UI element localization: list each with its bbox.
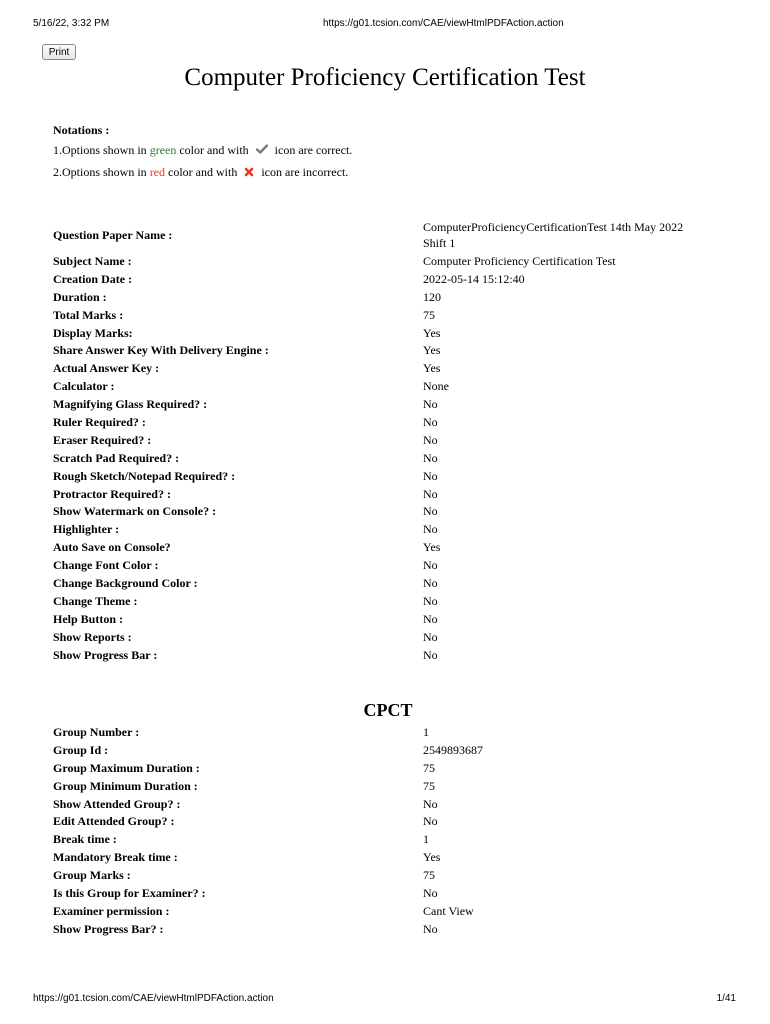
row-value: No	[423, 814, 438, 829]
print-button[interactable]: Print	[42, 44, 76, 60]
row-value: No	[423, 450, 438, 465]
table-row	[53, 217, 733, 253]
notation-correct-suffix: icon are correct.	[271, 143, 353, 157]
table-row	[53, 503, 733, 521]
table-row	[53, 539, 733, 557]
row-value: Yes	[423, 361, 441, 376]
row-value: No	[423, 415, 438, 430]
row-label: Ruler Required? :	[53, 415, 146, 430]
table-row	[53, 647, 733, 665]
row-label: Group Minimum Duration :	[53, 778, 198, 793]
row-value: Cant View	[423, 903, 474, 918]
row-value: Computer Proficiency Certification Test	[423, 254, 616, 268]
row-label: Eraser Required? :	[53, 432, 152, 447]
table-row	[53, 796, 733, 814]
question-paper-value	[423, 219, 733, 251]
row-value: 120	[423, 289, 441, 304]
footer-url: https://g01.tcsion.com/CAE/viewHtmlPDFAction.action	[33, 993, 274, 1004]
row-label: Calculator :	[53, 379, 115, 394]
row-value: 75	[423, 760, 435, 775]
row-label: Group Number :	[53, 725, 140, 739]
row-value: No	[423, 504, 438, 519]
page-title: Computer Proficiency Certification Test	[184, 64, 586, 91]
row-value: 75	[423, 307, 435, 322]
row-label: Show Attended Group? :	[53, 796, 181, 811]
row-value: 75	[423, 778, 435, 793]
check-icon	[256, 140, 268, 160]
row-label: Rough Sketch/Notepad Required? :	[53, 468, 236, 483]
table-row	[53, 629, 733, 647]
table-row	[53, 432, 733, 450]
table-row	[53, 414, 733, 432]
row-label: Edit Attended Group? :	[53, 814, 175, 829]
table-row	[53, 760, 733, 778]
row-label: Help Button :	[53, 611, 124, 626]
notation-green-word: green	[149, 143, 177, 157]
table-row	[53, 831, 733, 849]
question-paper-label: Question Paper Name :	[53, 227, 173, 242]
row-value: No	[423, 593, 438, 608]
row-value: No	[423, 576, 438, 591]
table-row	[53, 724, 733, 742]
row-value: No	[423, 468, 438, 483]
footer-page-number: 1/41	[716, 993, 736, 1004]
row-label: Highlighter :	[53, 522, 120, 537]
row-label: Auto Save on Console?	[53, 540, 171, 555]
table-row	[53, 921, 733, 939]
table-row	[53, 903, 733, 921]
row-value: 1	[423, 832, 429, 847]
row-label: Group Marks :	[53, 868, 131, 883]
table-row	[53, 289, 733, 307]
table-row	[53, 307, 733, 325]
question-paper-value-line1: ComputerProficiencyCertificationTest 14th May 2022	[423, 220, 684, 234]
row-label: Show Progress Bar? :	[53, 921, 164, 936]
row-value: No	[423, 397, 438, 412]
table-row	[53, 360, 733, 378]
table-row	[53, 450, 733, 468]
row-label: Show Watermark on Console? :	[53, 504, 217, 519]
table-row	[53, 611, 733, 629]
question-paper-value-line2: Shift 1	[423, 236, 456, 250]
row-label: Creation Date :	[53, 271, 133, 286]
row-value: No	[423, 796, 438, 811]
table-row	[53, 885, 733, 903]
table-row	[53, 378, 733, 396]
row-label: Group Maximum Duration :	[53, 760, 200, 775]
table-row	[53, 486, 733, 504]
row-label: Share Answer Key With Delivery Engine :	[53, 343, 269, 358]
table-row	[53, 342, 733, 360]
cross-icon	[244, 163, 254, 183]
notation-incorrect-prefix: 2.Options shown in	[53, 165, 150, 180]
row-label: Scratch Pad Required? :	[53, 450, 180, 465]
notation-correct-mid: color and with	[176, 143, 252, 157]
notations	[53, 120, 352, 185]
table-row	[53, 593, 733, 611]
row-value: Yes	[423, 540, 441, 555]
row-value: No	[423, 611, 438, 626]
row-value: 1	[423, 725, 429, 739]
row-label: Total Marks :	[53, 307, 124, 322]
row-value: Yes	[423, 343, 441, 358]
row-label: Change Theme :	[53, 593, 138, 608]
row-value: No	[423, 432, 438, 447]
row-value: No	[423, 886, 438, 901]
table-row	[53, 742, 733, 760]
row-value: Yes	[423, 325, 441, 340]
row-value: 75	[423, 868, 435, 883]
table-row	[53, 396, 733, 414]
notations-heading: Notations :	[53, 123, 110, 137]
row-value: 2549893687	[423, 742, 483, 757]
notation-incorrect-suffix: icon are incorrect.	[258, 165, 349, 180]
row-value: 2022-05-14 15:12:40	[423, 271, 525, 286]
row-label: Protractor Required? :	[53, 486, 171, 501]
row-value: No	[423, 647, 438, 662]
notation-red-word: red	[149, 165, 166, 180]
row-label: Change Font Color :	[53, 558, 159, 573]
row-label: Show Progress Bar :	[53, 647, 158, 662]
row-value: No	[423, 921, 438, 936]
table-row	[53, 325, 733, 343]
row-value: No	[423, 522, 438, 537]
row-value: None	[423, 379, 449, 394]
notation-incorrect-mid: color and with	[165, 165, 241, 180]
notation-incorrect	[53, 162, 352, 184]
table-row	[53, 867, 733, 885]
row-value: No	[423, 486, 438, 501]
row-label: Group Id :	[53, 742, 109, 757]
table-row	[53, 271, 733, 289]
group-info-table	[53, 724, 733, 939]
row-label: Show Reports :	[53, 629, 132, 644]
table-row	[53, 521, 733, 539]
table-row	[53, 253, 733, 271]
row-label: Examiner permission :	[53, 903, 170, 918]
table-row	[53, 849, 733, 867]
row-label: Subject Name :	[53, 254, 132, 268]
row-label: Break time :	[53, 832, 117, 847]
row-label: Actual Answer Key :	[53, 361, 160, 376]
header-url: https://g01.tcsion.com/CAE/viewHtmlPDFAction.action	[323, 18, 564, 29]
paper-info-table	[53, 217, 733, 664]
notation-correct	[53, 140, 352, 162]
row-label: Duration :	[53, 289, 107, 304]
table-row	[53, 557, 733, 575]
row-label: Mandatory Break time :	[53, 850, 178, 865]
table-row	[53, 778, 733, 796]
section-title: CPCT	[363, 700, 413, 720]
table-row	[53, 468, 733, 486]
row-label: Change Background Color :	[53, 576, 198, 591]
row-value: Yes	[423, 850, 441, 865]
table-row	[53, 813, 733, 831]
row-value: No	[423, 558, 438, 573]
header-datetime: 5/16/22, 3:32 PM	[33, 18, 110, 29]
row-value: No	[423, 629, 438, 644]
row-label: Is this Group for Examiner? :	[53, 886, 206, 901]
notation-correct-prefix: 1.Options shown in	[53, 143, 150, 157]
table-row	[53, 575, 733, 593]
row-label: Display Marks:	[53, 325, 133, 340]
row-label: Magnifying Glass Required? :	[53, 397, 208, 412]
